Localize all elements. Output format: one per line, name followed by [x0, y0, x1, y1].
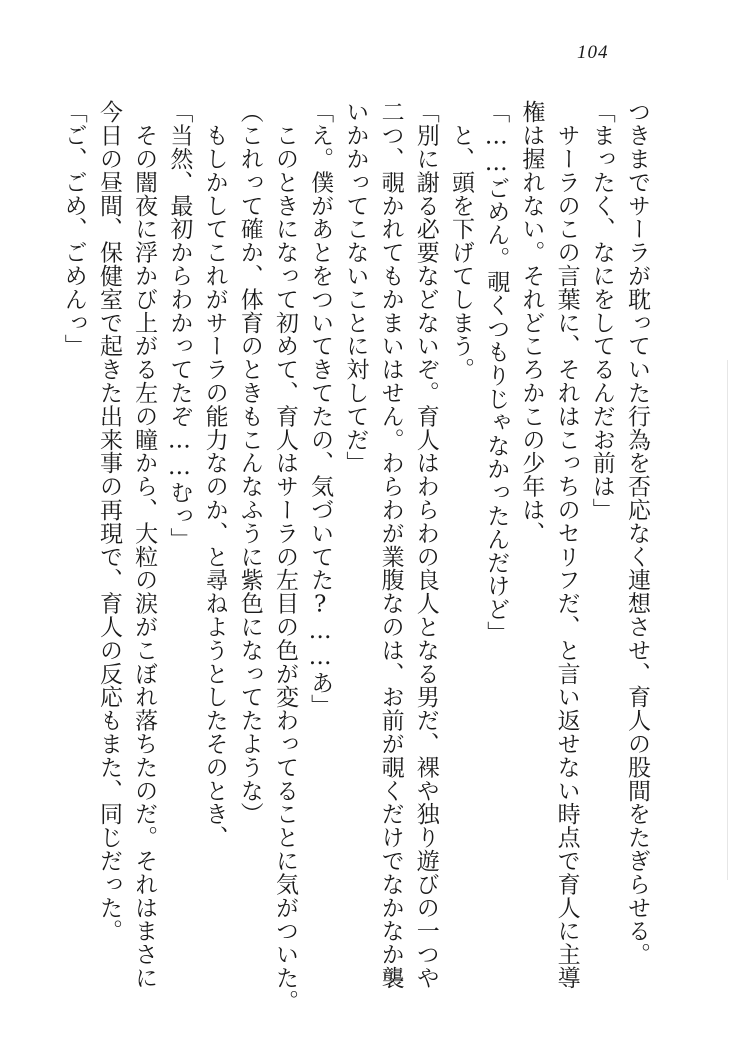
text-line: 「ご、ごめ、ごめんっ」 — [60, 100, 87, 358]
text-line: 「当然、最初からわかってたぞ……むっ」 — [166, 100, 193, 551]
text-line: 「まったく、なにをしてるんだお前は」 — [588, 100, 615, 522]
text-line: いかかってこないことに対してだ」 — [342, 100, 369, 475]
text-line: サーラのこの言葉に、それはこっちのセリフだ、と言い返せない時点で育人に主導 — [553, 100, 580, 990]
vertical-body-text — [60, 100, 654, 1013]
text-line: （これって確か、体育のときもこんなふうに紫色になってたような） — [236, 100, 263, 826]
text-line: 今日の昼間、保健室で起きた出来事の再現で、育人の反応もまた、同じだった。 — [95, 100, 122, 943]
text-line: 「え。僕があとをついてきてたの、気づいてた?……あ」 — [307, 100, 334, 718]
text-line: と、頭を下げてしまう。 — [447, 100, 474, 381]
page-number: 104 — [577, 42, 609, 63]
text-line: 権は握れない。それどころかこの少年は、 — [518, 100, 545, 545]
text-line: つきまでサーラが耽っていた行為を否応なく連想させ、育人の股間をたぎらせる。 — [624, 100, 650, 966]
page-edge-line — [727, 360, 728, 880]
text-line: このときになって初めて、育人はサーラの左目の色が変わってることに気がついた。 — [271, 100, 298, 1013]
text-line: 二つ、覗かれてもかまいはせん。わらわが業腹なのは、お前が覗くだけでなかなか襲 — [377, 100, 404, 990]
text-line: 「……ごめん。覗くつもりじゃなかったんだけど」 — [483, 100, 510, 645]
text-line: もしかしてこれがサーラの能力なのか、と尋ねようとしたそのとき、 — [201, 100, 228, 849]
text-line: その闇夜に浮かび上がる左の瞳から、大粒の涙がこぼれ落ちたのだ。それはまさに — [131, 100, 158, 990]
text-line: 「別に謝る必要などないぞ。育人はわらわの良人となる男だ、裸や独り遊びの一つや — [412, 100, 439, 990]
